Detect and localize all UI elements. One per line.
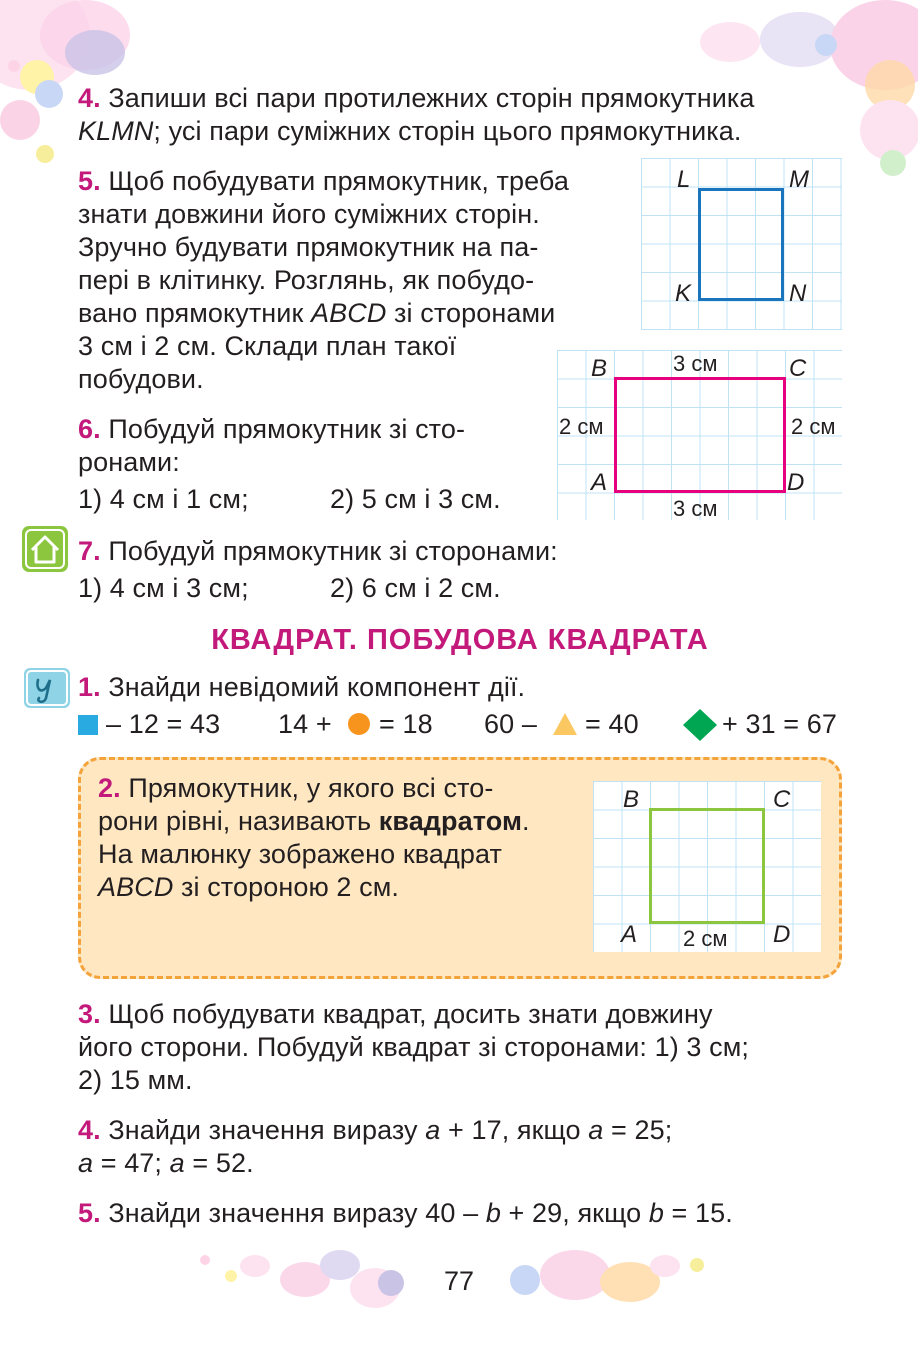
option-1: 1) 4 см і 3 см;	[78, 573, 249, 603]
option-2: 2) 5 см і 3 см.	[330, 484, 501, 514]
green-diamond-icon	[682, 708, 718, 742]
square-name: ABCD	[98, 872, 174, 902]
vertex-label-b: B	[623, 786, 640, 813]
variable-b: b	[648, 1198, 664, 1228]
dimension-left: 2 см	[559, 414, 604, 439]
exercise-number: 5.	[78, 166, 101, 196]
exercise-text: = 47;	[93, 1148, 170, 1178]
figure-abcd-rectangle-grid	[557, 350, 842, 520]
section-exercise-3	[78, 998, 842, 1097]
exercise-text: Щоб побудувати прямокутник, треба	[108, 166, 569, 196]
exercise-text: рони рівні, називають	[98, 806, 379, 836]
exercise-number: 2.	[98, 773, 121, 803]
exercise-5-line	[78, 297, 619, 330]
exercise-2-line	[98, 772, 570, 805]
exercise-5	[78, 165, 619, 396]
section-title: КВАДРАТ. ПОБУДОВА КВАДРАТА	[211, 624, 709, 656]
variable-a: a	[425, 1115, 441, 1145]
exercise-5-line	[78, 165, 619, 198]
exercise-text: зі стороною 2 см.	[173, 872, 399, 902]
exercise-6-line: ронами:	[78, 447, 180, 477]
exercise-6	[78, 413, 532, 516]
exercise-text: Знайди невідомий компонент дії.	[108, 672, 526, 702]
dimension-bottom: 3 см	[673, 496, 718, 521]
vertex-label-l: L	[677, 166, 691, 193]
exercise-4-line	[78, 1114, 842, 1147]
exercise-2-line	[98, 871, 570, 904]
exercise-5-line: 3 см і 2 см. Склади план такої	[78, 331, 457, 361]
variable-a: a	[588, 1115, 604, 1145]
exercise-text: + 29, якщо	[500, 1198, 649, 1228]
square-abcd	[649, 808, 765, 924]
exercise-text: ; усі пари суміжних сторін цього прямокутника.	[153, 116, 742, 146]
orange-circle-icon	[348, 713, 370, 735]
exercise-text: = 25;	[603, 1115, 673, 1145]
exercise-text: Запиши всі пари протилежних сторін прямокутника	[108, 83, 755, 113]
rectangle-name: ABCD	[311, 298, 387, 328]
page-number: 77	[443, 1266, 475, 1296]
exercise-3-line: його сторони. Побудуй квадрат зі сторонами: 1) 3 см;	[78, 1032, 749, 1062]
exercise-text: зі сторонами	[386, 298, 556, 328]
exercise-2-line: На малюнку зображено квадрат	[98, 839, 502, 869]
equations-row	[78, 708, 842, 742]
exercise-5-line: знати довжини його суміжних сторін.	[78, 199, 540, 229]
oral-u-icon	[24, 668, 70, 708]
vertex-label-c: C	[773, 786, 791, 813]
dimension-bottom: 2 см	[683, 926, 728, 951]
vertex-label-m: M	[789, 166, 809, 193]
blue-square-icon	[78, 715, 98, 735]
exercise-text: Побудуй прямокутник зі сто-	[108, 414, 466, 444]
exercise-6-line	[78, 413, 532, 446]
exercise-4-line1	[78, 82, 842, 115]
exercise-text: = 52.	[184, 1148, 254, 1178]
option-1: 1) 4 см і 1 см;	[78, 484, 249, 514]
exercise-text: = 15.	[663, 1198, 733, 1228]
exercise-number: 4.	[78, 1115, 101, 1145]
exercise-4-line2	[78, 115, 842, 148]
exercise-text: Знайди значення виразу	[108, 1115, 426, 1145]
equation-2-left: 14 +	[278, 709, 332, 739]
exercise-5-line: побудови.	[78, 364, 204, 394]
exercise-text: Прямокутник, у якого всі сто-	[128, 773, 494, 803]
exercise-7	[78, 535, 558, 605]
section-exercise-1	[78, 671, 525, 704]
vertex-label-n: N	[789, 280, 807, 307]
vertex-label-b: B	[591, 355, 608, 382]
exercise-text: .	[522, 806, 530, 836]
dimension-right: 2 см	[791, 414, 836, 439]
variable-b: b	[485, 1198, 501, 1228]
section-exercise-4	[78, 1114, 842, 1180]
equation-3-right: = 40	[585, 709, 639, 739]
exercise-3-line	[78, 998, 842, 1031]
equation-3-left: 60 –	[484, 709, 537, 739]
exercise-4-top	[78, 82, 842, 148]
option-2: 2) 6 см і 2 см.	[330, 573, 501, 603]
vertex-label-d: D	[787, 469, 805, 496]
vertex-label-k: K	[675, 280, 692, 307]
exercise-text: Побудуй прямокутник зі сторонами:	[108, 536, 558, 566]
variable-a: a	[78, 1148, 94, 1178]
vertex-label-c: C	[789, 355, 807, 382]
section-exercise-5	[78, 1197, 733, 1230]
rectangle-klmn	[698, 188, 784, 301]
figure-square-grid	[593, 781, 821, 952]
exercise-text: Знайди значення виразу 40 –	[108, 1198, 486, 1228]
exercise-number: 6.	[78, 414, 101, 444]
exercise-6-options	[78, 483, 532, 516]
exercise-7-options	[78, 572, 558, 605]
exercise-number: 1.	[78, 672, 101, 702]
exercise-number: 4.	[78, 83, 101, 113]
exercise-number: 3.	[78, 999, 101, 1029]
variable-a: a	[169, 1148, 185, 1178]
rectangle-name: KLMN	[78, 116, 154, 146]
figure-klmn-grid	[641, 158, 842, 330]
exercise-text: + 17, якщо	[440, 1115, 589, 1145]
vertex-label-a: A	[591, 469, 608, 496]
dimension-top: 3 см	[673, 351, 718, 376]
exercise-3-line: 2) 15 мм.	[78, 1065, 193, 1095]
rectangle-abcd	[614, 377, 786, 493]
home-icon	[22, 526, 68, 572]
exercise-2-line	[98, 805, 570, 838]
yellow-triangle-icon	[552, 712, 578, 736]
vertex-label-a: A	[621, 921, 638, 948]
exercise-text: Щоб побудувати квадрат, досить знати довжину	[108, 999, 713, 1029]
equation-1: – 12 = 43	[106, 709, 221, 739]
equation-4: + 31 = 67	[722, 709, 838, 739]
exercise-number: 5.	[78, 1198, 101, 1228]
exercise-5-line: Зручно будувати прямокутник на па-	[78, 232, 539, 262]
vertex-label-d: D	[773, 921, 791, 948]
exercise-text: вано прямокутник	[78, 298, 312, 328]
equation-2-right: = 18	[379, 709, 433, 739]
term-square: квадратом	[378, 806, 523, 836]
exercise-7-line	[78, 535, 558, 568]
exercise-number: 7.	[78, 536, 101, 566]
exercise-4-line	[78, 1147, 842, 1180]
exercise-5-line: пері в клітинку. Розглянь, як побудо-	[78, 265, 535, 295]
section-exercise-2	[98, 772, 570, 904]
